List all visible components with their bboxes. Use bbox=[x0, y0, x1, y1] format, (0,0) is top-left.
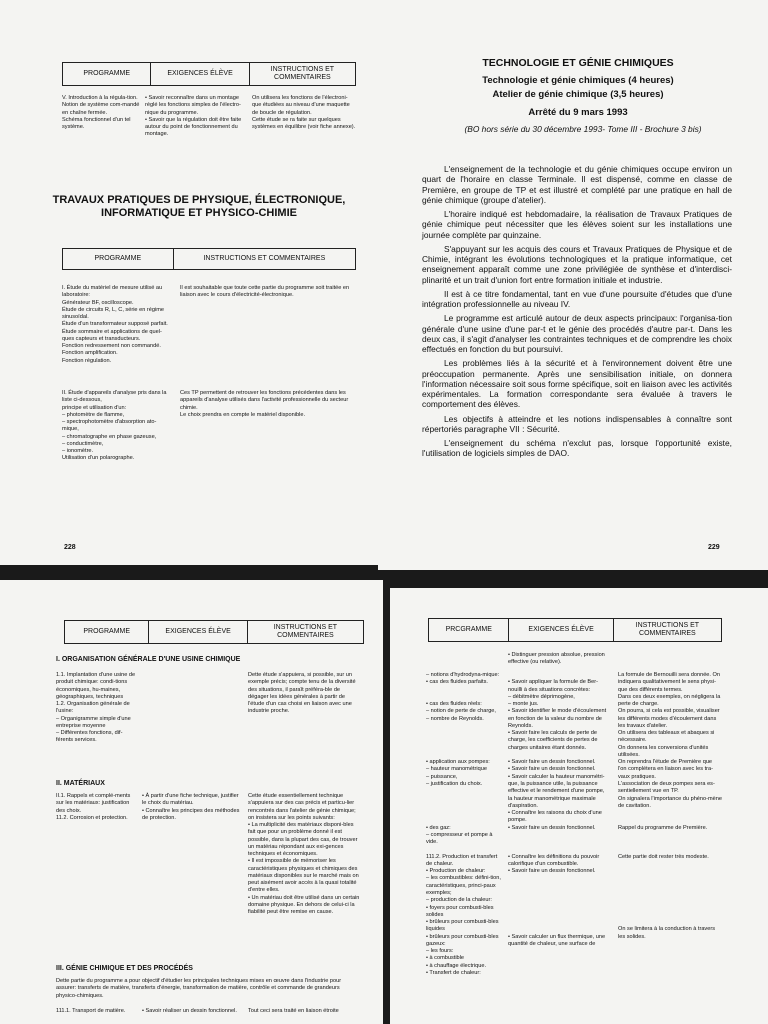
paragraph: L'enseignement du schéma n'exclut pas, lorsque l'opportunité existe, l'utilisation de logiciels simples de DAO. bbox=[422, 438, 732, 459]
col-programme: V. Introduction à la régula-tion. Notion de système com-mandé en chaîne fermée. Schéma fonctionnel d'un tel système. bbox=[62, 95, 140, 131]
page-number: 229 bbox=[708, 544, 720, 551]
arrete-date: Arrêté du 9 mars 1993 bbox=[528, 107, 628, 118]
col-programme: I. Étude du matériel de mesure utilisé au laboratoire: Générateur BF, oscilloscope. Étude de circuits R, L, C, série en régime sinusoïdal. Étude d'un transformateur supposé parfait. Étude sommaire et applications de quel-ques capteurs et transducteurs. Fonction redressement non commandé. Fonction amplification. Fonction régulation. bbox=[62, 285, 168, 364]
col-exigences: • Savoir reconnaître dans un montage réglé les fonctions simples de l'électro-nique du programme. • Savoir que la régulation doit être faite autour du point de fonctionnement du montage. bbox=[145, 95, 242, 138]
section-heading: II. MATÉRIAUX bbox=[56, 780, 105, 787]
col-exigences: • Savoir réaliser un dessin fonctionnel. bbox=[142, 1008, 237, 1014]
col-exigences: • Savoir appliquer la formule de Ber-nouilli à des situations concrètes: – débitmètre déprimogène, – monte jus. • Savoir identifier le mode d'écoulement en fonction de la valeur du nombre de Reynolds. • Savoir faire les calculs de perte de charge, les coefficients de pertes de charges unitaires étant donnés. • Savoir faire un dessin fonctionnel. • Savoir faire un dessin fonctionnel. • Savoir calculer la hauteur manométri-que, la puissance utile, la puissance effective et le rendement d'une pompe, la hauteur manométrique maximale d'aspiration. • Connaître les raisons du choix d'une pompe. • Savoir faire un dessin fonctionnel. • Connaître les définitions du pouvoir calorifique d'un combustible. • Savoir faire un dessin fonctionnel. • Savoir calculer un flux thermique, une quantité de chaleur, une surface de bbox=[508, 679, 607, 947]
bo-reference: (BO hors série du 30 décembre 1993- Tome III - Brochure 3 bis) bbox=[464, 124, 702, 134]
header-programme: PROGRAMME bbox=[63, 63, 151, 85]
page-230 bbox=[0, 580, 383, 1024]
col-programme: II.1. Rappels et complé-ments sur les matériaux: justification des choix. 11.2. Corrosion et protection. bbox=[56, 793, 131, 821]
table-header bbox=[428, 618, 722, 642]
section-heading: I. ORGANISATION GÉNÉRALE D'UNE USINE CHIMIQUE bbox=[56, 656, 241, 663]
col-programme: – notions d'hydrodyna-mique: • cas des fluides parfaits. • cas des fluides réels: – notion de perte de charge, – nombre de Reynolds. • application aux pompes: – hauteur manométrique – puissance, – justification du choix. • des gaz: – compresseur et pompe à vide. 111.2. Production et transfert de chaleur. • Production de chaleur: – les combustibles: défini-tion, caractéristiques, princi-paux exemples; – production de la chaleur: • foyers pour combusti-bles solides • brûleurs pour combusti-bles liquides • brûleurs pour combusti-bles gazeux: – les fours: • à combustible • à chauffage électrique. • Transfert de chaleur: bbox=[426, 672, 501, 976]
col-exigences: • À partir d'une fiche technique, justifier le choix du matériau. • Connaître les principes des méthodes de protection. bbox=[142, 793, 240, 821]
subtitle-technologie: Technologie et génie chimiques (4 heures) bbox=[482, 75, 674, 86]
table-header-2 bbox=[62, 248, 356, 270]
body-text bbox=[422, 164, 732, 463]
table-header bbox=[64, 620, 364, 644]
page-number: 228 bbox=[64, 544, 76, 551]
header-programme: PROGRAMME bbox=[63, 249, 174, 269]
section-intro: Dette partie du programme a pour objectif d'étudier les principales techniques mises en œuvre dans l'industrie pour assurer: transferts de matière, transferts d'énergie, transformation de matière, contrôle et commande de grandeurs physico-chimiques. bbox=[56, 978, 342, 999]
header-instructions: INSTRUCTIONS ET COMMENTAIRES bbox=[273, 624, 338, 639]
subtitle-atelier: Atelier de génie chimique (3,5 heures) bbox=[492, 89, 664, 100]
col-instructions: Il est souhaitable que toute cette partie du programme soit traitée en liaison avec le cours d'électricité-électronique. bbox=[180, 285, 350, 299]
paragraph: Les objectifs à atteindre et les notions indispensables à connaître sont répertoriés paragraphe VII : Sécurité. bbox=[422, 413, 732, 434]
col-programme: II. Étude d'appareils d'analyse pris dans la liste ci-dessous, principe et utilisation d'un: – photomètre de flamme, – spectrophotomètre d'absorption ato-mique, – chromatographe en phase gazeuse, – conductimètre, – ionomètre. Utilisation d'un polarographe. bbox=[62, 390, 167, 462]
col-instructions: Cette étude essentiellement technique s'appuiera sur des cas précis et particu-lier rencontrés dans l'atelier de génie chimique; on insistera sur les points suivants: • La multiplicité des matériaux disponi-bles fait que pour un problème donné il est possible, dans la plupart des cas, de trouver un matériau répondant aux exi-gences techniques et économiques. • Il est impossible de mémoriser les caractéristiques physiques et chimiques des matériaux disponibles sur le marché mais on peut aisément avoir accès à la quasi totalité d'entre elles. • Un matériau doit être utilisé dans un certain domaine physique. En dehors de celui-ci la fiabilité peut être remise en cause. bbox=[248, 793, 360, 916]
paragraph: Le programme est articulé autour de deux aspects principaux: l'organisa-tion générale d'une usine d'une par-t et le génie des procédés d'autre par-t. Dans les deux cas, il s'agit d'analyser les contraintes techniques et de comprendre les choix effectués en fonction du but poursuivi. bbox=[422, 313, 732, 354]
col-programme: 111.1. Transport de matière. bbox=[56, 1008, 126, 1014]
page-228 bbox=[0, 0, 378, 565]
paragraph: L'enseignement de la technologie et du génie chimiques occupe environ un quart de l'horaire en classe Terminale. Il est dispensé, comme en classe de Première, en groupe de TP et est illustré et complété par une pratique en hall de génie chimique (groupe d'atelier). bbox=[422, 164, 732, 205]
col-instructions: Tout ceci sera traité en liaison étroite bbox=[248, 1008, 339, 1014]
table-header bbox=[62, 62, 356, 86]
header-instructions: INSTRUCTIONS ET COMMENTAIRES bbox=[635, 622, 700, 637]
col-instructions: Ces TP permettent de retrouver les fonctions précédentes dans les appareils d'analyse utilisés dans l'activité professionnelle du secteur chimie. Le choix prendra en compte le matériel disponible. bbox=[180, 390, 349, 418]
col-programme: 1.1. Implantation d'une usine de produit chimique: condi-tions économiques, hu-maines, géographiques, techniques 1.2. Organisation générale de l'usine: – Organigramme simple d'une entreprise moyenne – Différentes fonctions, dif-férents services. bbox=[56, 672, 136, 744]
paragraph: Il est à ce titre fondamental, tant en vue d'une poursuite d'études que d'une intégration professionnelle au niveau IV. bbox=[422, 288, 732, 309]
col-instructions: On utilisera les fonctions de l'électroni-que étudiées au niveau d'une maquette de boucle de régulation. Cette étude se ra faite sur quelques systèmes en équilibre (voir fiche annexe). bbox=[252, 95, 356, 131]
header-exigences: EXIGENCES ÉLÈVE bbox=[151, 63, 249, 85]
col-exigences: • Distinguer pression absolue, pression effective (ou relative). bbox=[508, 652, 605, 666]
page-231 bbox=[390, 588, 768, 1024]
section-title: TRAVAUX PRATIQUES DE PHYSIQUE, ÉLECTRONIQUE, INFORMATIQUE ET PHYSICO-CHIMIE bbox=[52, 194, 346, 219]
paragraph: Les problèmes liés à la sécurité et à l'environnement doivent être une préoccupation permanente. Après une sensibilisation initiale, on donnera l'information nécessaire soit sous forme spécifique, soit en liaison avec les activités expérimentales. La formation correspondante sera évaluée à travers le comportement des élèves. bbox=[422, 358, 732, 410]
page-229 bbox=[378, 0, 768, 570]
col-instructions: La formule de Bernouilli sera donnée. On indiquera qualitativement le sens physi-que des différents termes. Dans ces deux exemples, on négligera la perte de charge. On pourra, si cela est possible, visualiser les différents modes d'écoulement dans les travaux d'atelier. On utilisera des tableaux et abaques si nécessaire. On donnera les conversions d'unités utilisées. On reprendra l'étude de Première que l'on complétera en liaison avec les tra-vaux pratiques. L'association de deux pompes sera es-sentiellement vue en TP. On signalera l'importance du phéno-mène de cavitation. Rappel du programme de Première. Cette partie doit rester très modeste. On se limitera à la conduction à travers les solides. bbox=[618, 672, 722, 940]
paragraph: L'horaire indiqué est hebdomadaire, la réalisation de Travaux Pratiques de génie chimique peut nécessiter que les élèves soient sur les installations une journée complète par quinzaine. bbox=[422, 209, 732, 240]
header-programme: PROGRAMME bbox=[65, 621, 149, 643]
header-instructions: INSTRUCTIONS ET COMMENTAIRES bbox=[270, 66, 335, 81]
header-exigences: EXIGENCES ÉLÈVE bbox=[149, 621, 247, 643]
page-title: TECHNOLOGIE ET GÉNIE CHIMIQUES bbox=[482, 57, 674, 69]
header-exigences: EXIGENCES ÉLÈVE bbox=[509, 619, 613, 641]
paragraph: S'appuyant sur les acquis des cours et Travaux Pratiques de Physique et de Chimie, intégrant les évolutions technologiques et la pratique informatique, cet enseignement apparaît comme une zone privilégiée de synthèse et d'interdisci-plinarité et un trait d'union fort entre formation initiale et industrie. bbox=[422, 243, 732, 285]
section-heading: III. GÉNIE CHIMIQUE ET DES PROCÉDÉS bbox=[56, 965, 193, 972]
header-instructions: INSTRUCTIONS ET COMMENTAIRES bbox=[203, 255, 326, 263]
col-instructions: Dette étude s'appuiera, si possible, sur un exemple précis; compte tenu de la diversité des situations, il paraît préféra-ble de dégager les idées générales à partir de l'étude d'un cas choisi en liaison avec une industrie proche. bbox=[248, 672, 356, 715]
header-programme: PRCGRAMME bbox=[429, 619, 509, 641]
